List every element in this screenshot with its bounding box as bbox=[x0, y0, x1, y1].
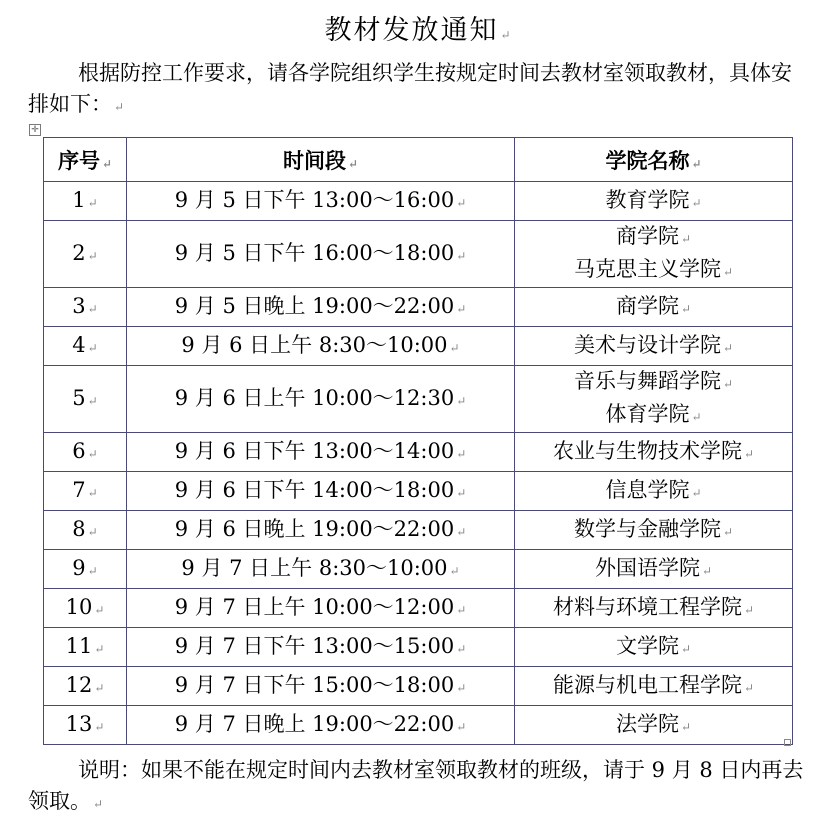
row-time-cell bbox=[127, 472, 515, 511]
cell-mark-icon: ↵ bbox=[701, 563, 713, 578]
cell-mark-icon: ↵ bbox=[94, 641, 105, 656]
row-number: 1 bbox=[72, 187, 86, 212]
school-name: 教育学院 bbox=[605, 187, 690, 212]
cell-mark-icon: ↵ bbox=[691, 195, 702, 210]
row-school-cell bbox=[515, 511, 793, 550]
cell-mark-icon: ↵ bbox=[691, 156, 702, 171]
header-school: 学院名称 ↵ bbox=[515, 138, 793, 182]
cell-mark-icon: ↵ bbox=[680, 641, 692, 656]
intro-text: 根据防控工作要求，请各学院组织学生按规定时间去教材室领取教材，具体安排如下： bbox=[28, 61, 792, 116]
row-number: 8 bbox=[72, 516, 86, 541]
table-row bbox=[44, 706, 793, 745]
school-name: 信息学院 bbox=[605, 477, 690, 502]
cell-mark-icon: ↵ bbox=[691, 410, 702, 424]
row-time-cell bbox=[127, 182, 515, 221]
cell-mark-icon: ↵ bbox=[722, 340, 734, 355]
school-name: 外国语学院 bbox=[594, 555, 700, 580]
school-name: 商学院 bbox=[615, 293, 679, 318]
cell-mark-icon: ↵ bbox=[691, 485, 702, 500]
row-number: 10 bbox=[65, 594, 93, 619]
row-number: 13 bbox=[65, 711, 93, 736]
cell-mark-icon: ↵ bbox=[347, 156, 359, 171]
table-row bbox=[44, 327, 793, 366]
row-school-cell bbox=[515, 182, 793, 221]
school-name: 马克思主义学院 bbox=[573, 257, 721, 281]
row-number-cell bbox=[44, 472, 127, 511]
row-time: 9 月 7 日上午 10:00～12:00 bbox=[174, 594, 455, 619]
row-time-cell bbox=[127, 667, 515, 706]
row-school-cell bbox=[515, 706, 793, 745]
cell-mark-icon: ↵ bbox=[87, 485, 98, 500]
cell-mark-icon: ↵ bbox=[449, 340, 460, 355]
table-row bbox=[44, 550, 793, 589]
row-time: 9 月 7 日下午 13:00～15:00 bbox=[174, 633, 455, 658]
cell-mark-icon: ↵ bbox=[456, 641, 467, 656]
cell-mark-icon: ↵ bbox=[743, 446, 755, 461]
row-number: 9 bbox=[72, 555, 86, 580]
row-school-cell bbox=[515, 472, 793, 511]
row-school-cell bbox=[515, 667, 793, 706]
page-title bbox=[0, 8, 837, 47]
row-time-cell bbox=[127, 366, 515, 433]
cell-mark-icon: ↵ bbox=[680, 232, 692, 246]
row-school-cell bbox=[515, 433, 793, 472]
cell-mark-icon: ↵ bbox=[87, 393, 98, 408]
cell-mark-icon: ↵ bbox=[743, 680, 755, 695]
school-name: 数学与金融学院 bbox=[573, 516, 721, 541]
row-number-cell bbox=[44, 550, 127, 589]
cell-mark-icon: ↵ bbox=[87, 446, 98, 461]
row-number: 11 bbox=[65, 633, 93, 658]
table-row bbox=[44, 366, 793, 433]
row-school-cell bbox=[515, 366, 793, 433]
row-time-cell bbox=[127, 221, 515, 288]
school-name: 音乐与舞蹈学院 bbox=[573, 369, 721, 393]
cell-mark-icon: ↵ bbox=[456, 602, 467, 617]
cell-mark-icon: ↵ bbox=[456, 248, 467, 263]
cell-mark-icon: ↵ bbox=[722, 377, 734, 391]
school-name: 材料与环境工程学院 bbox=[552, 594, 742, 619]
cell-mark-icon: ↵ bbox=[743, 602, 755, 617]
row-time: 9 月 6 日下午 13:00～14:00 bbox=[174, 438, 455, 463]
intro-paragraph bbox=[28, 58, 808, 123]
table-row bbox=[44, 433, 793, 472]
table-row bbox=[44, 511, 793, 550]
school-name: 能源与机电工程学院 bbox=[552, 672, 742, 697]
row-number-cell bbox=[44, 433, 127, 472]
table-row bbox=[44, 628, 793, 667]
table-resize-handle-icon[interactable] bbox=[784, 739, 791, 746]
row-school-cell bbox=[515, 589, 793, 628]
row-time-cell bbox=[127, 589, 515, 628]
note-text: 说明：如果不能在规定时间内去教材室领取教材的班级，请于 9 月 8 日内再去领取。 bbox=[28, 758, 804, 813]
schedule-table bbox=[43, 137, 793, 745]
row-time: 9 月 7 日上午 8:30～10:00 bbox=[181, 555, 448, 580]
row-number: 2 bbox=[72, 240, 86, 265]
table-header-row bbox=[44, 138, 793, 182]
row-number: 6 bbox=[72, 438, 86, 463]
cell-mark-icon: ↵ bbox=[456, 719, 467, 734]
cell-mark-icon: ↵ bbox=[456, 524, 467, 539]
school-name: 农业与生物技术学院 bbox=[552, 438, 742, 463]
row-time: 9 月 5 日晚上 19:00～22:00 bbox=[174, 293, 455, 318]
table-row bbox=[44, 288, 793, 327]
school-name: 体育学院 bbox=[605, 402, 690, 426]
page-title-text: 教材发放通知 bbox=[324, 15, 499, 46]
row-number-cell bbox=[44, 511, 127, 550]
row-number-cell bbox=[44, 667, 127, 706]
cell-mark-icon: ↵ bbox=[722, 524, 734, 539]
row-time: 9 月 6 日晚上 19:00～22:00 bbox=[174, 516, 455, 541]
row-number: 7 bbox=[72, 477, 86, 502]
row-number-cell bbox=[44, 221, 127, 288]
school-name: 文学院 bbox=[615, 633, 679, 658]
school-name: 美术与设计学院 bbox=[573, 332, 721, 357]
table-row bbox=[44, 589, 793, 628]
row-time-cell bbox=[127, 628, 515, 667]
row-number-cell bbox=[44, 628, 127, 667]
row-number: 4 bbox=[72, 332, 86, 357]
cell-mark-icon: ↵ bbox=[456, 393, 467, 408]
cell-mark-icon: ↵ bbox=[449, 563, 460, 578]
cell-mark-icon: ↵ bbox=[94, 719, 105, 734]
row-time: 9 月 7 日下午 15:00～18:00 bbox=[174, 672, 455, 697]
cell-mark-icon: ↵ bbox=[87, 340, 98, 355]
row-number-cell bbox=[44, 327, 127, 366]
table-row bbox=[44, 221, 793, 288]
table-row bbox=[44, 472, 793, 511]
row-time: 9 月 6 日下午 14:00～18:00 bbox=[174, 477, 455, 502]
row-time-cell bbox=[127, 550, 515, 589]
note-paragraph bbox=[28, 755, 808, 820]
school-name: 商学院 bbox=[615, 224, 679, 248]
row-time-cell bbox=[127, 433, 515, 472]
paragraph-mark-icon: ↵ bbox=[114, 100, 125, 114]
table-move-handle-icon[interactable]: ✛ bbox=[29, 124, 41, 136]
cell-mark-icon: ↵ bbox=[456, 485, 467, 500]
row-number: 5 bbox=[72, 385, 86, 410]
row-number-cell bbox=[44, 288, 127, 327]
row-time-cell bbox=[127, 327, 515, 366]
paragraph-mark-icon: ↵ bbox=[93, 797, 104, 811]
row-number-cell bbox=[44, 706, 127, 745]
table-body bbox=[44, 182, 793, 745]
cell-mark-icon: ↵ bbox=[87, 248, 98, 263]
row-time-cell bbox=[127, 511, 515, 550]
row-time: 9 月 6 日上午 10:00～12:30 bbox=[174, 385, 455, 410]
cell-mark-icon: ↵ bbox=[456, 195, 467, 210]
row-number: 3 bbox=[72, 293, 86, 318]
cell-mark-icon: ↵ bbox=[456, 301, 467, 316]
cell-mark-icon: ↵ bbox=[87, 524, 98, 539]
cell-mark-icon: ↵ bbox=[101, 156, 113, 171]
cell-mark-icon: ↵ bbox=[87, 195, 98, 210]
row-number-cell bbox=[44, 366, 127, 433]
table-row bbox=[44, 667, 793, 706]
cell-mark-icon: ↵ bbox=[94, 602, 105, 617]
cell-mark-icon: ↵ bbox=[722, 265, 734, 279]
row-time: 9 月 7 日晚上 19:00～22:00 bbox=[174, 711, 455, 736]
row-school-cell bbox=[515, 288, 793, 327]
cell-mark-icon: ↵ bbox=[680, 719, 692, 734]
cell-mark-icon: ↵ bbox=[456, 446, 467, 461]
row-school-cell bbox=[515, 221, 793, 288]
school-name: 法学院 bbox=[615, 711, 679, 736]
row-school-cell bbox=[515, 550, 793, 589]
row-school-cell bbox=[515, 327, 793, 366]
row-time: 9 月 6 日上午 8:30～10:00 bbox=[181, 332, 448, 357]
header-number: 序号 ↵ bbox=[44, 138, 127, 182]
header-time: 时间段 ↵ bbox=[127, 138, 515, 182]
row-time: 9 月 5 日下午 13:00～16:00 bbox=[174, 187, 455, 212]
row-time: 9 月 5 日下午 16:00～18:00 bbox=[174, 240, 455, 265]
row-number-cell bbox=[44, 182, 127, 221]
row-time-cell bbox=[127, 288, 515, 327]
cell-mark-icon: ↵ bbox=[456, 680, 467, 695]
cell-mark-icon: ↵ bbox=[680, 301, 692, 316]
cell-mark-icon: ↵ bbox=[87, 301, 98, 316]
table-row bbox=[44, 182, 793, 221]
cell-mark-icon: ↵ bbox=[87, 563, 98, 578]
paragraph-mark-icon: ↵ bbox=[500, 28, 513, 42]
row-number: 12 bbox=[65, 672, 93, 697]
row-time-cell bbox=[127, 706, 515, 745]
row-school-cell bbox=[515, 628, 793, 667]
cell-mark-icon: ↵ bbox=[94, 680, 105, 695]
row-number-cell bbox=[44, 589, 127, 628]
